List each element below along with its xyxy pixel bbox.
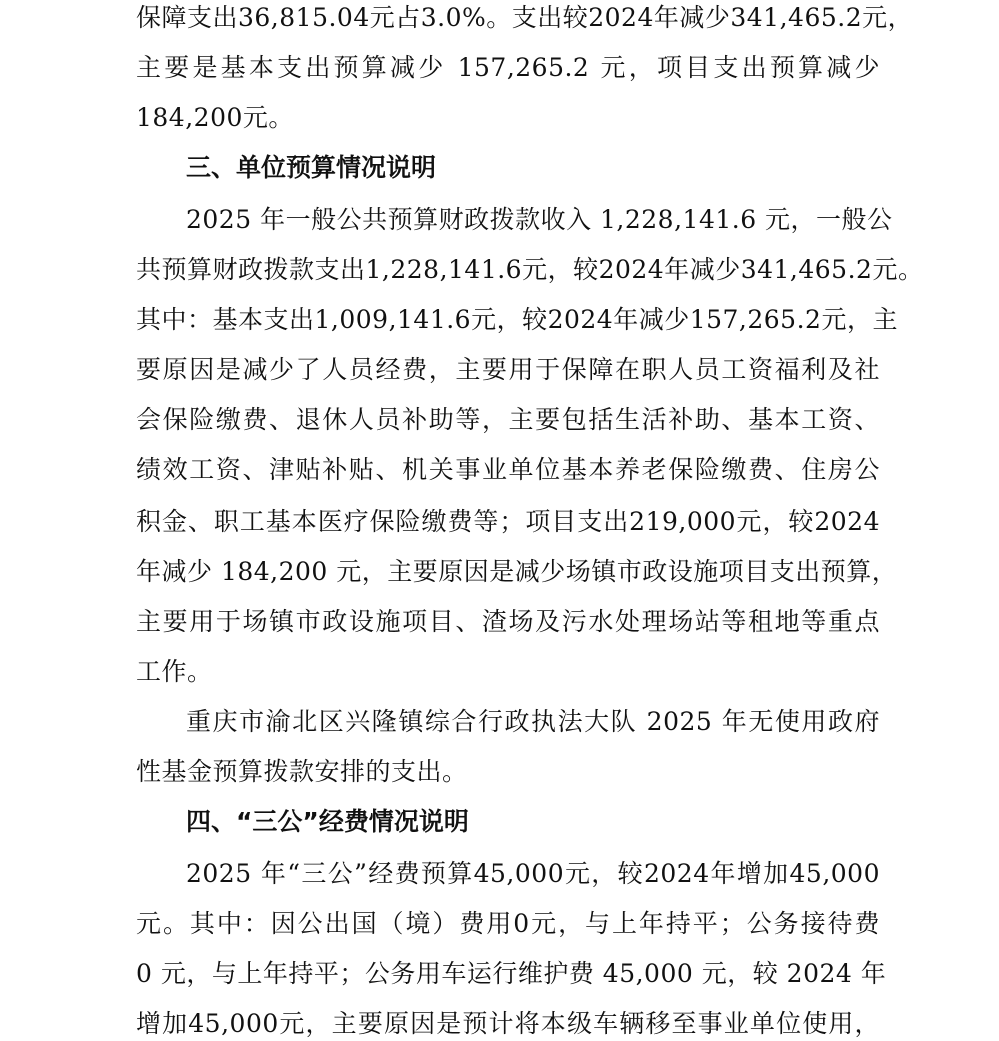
paragraph-line: 工作。 [136,657,213,686]
paragraph-line: 元。其中：因公出国（境）费用0元，与上年持平；公务接待费 [136,909,880,938]
paragraph-line: 主要用于场镇市政设施项目、渣场及污水处理场站等租地等重点 [136,607,880,636]
paragraph-line: 0 元，与上年持平；公务用车运行维护费 45,000 元，较 2024 年 [136,959,887,988]
section-heading: 四、“三公”经费情况说明 [186,807,469,836]
paragraph-line: 2025 年“三公”经费预算45,000元，较2024年增加45,000 [186,859,880,888]
paragraph-line: 要原因是减少了人员经费，主要用于保障在职人员工资福利及社 [136,355,880,384]
paragraph-line: 绩效工资、津贴补贴、机关事业单位基本养老保险缴费、住房公 [136,455,880,484]
paragraph-line: 2025 年一般公共预算财政拨款收入 1,228,141.6 元，一般公 [186,205,893,234]
paragraph-line: 保障支出36,815.04元占3.0%。支出较2024年减少341,465.2元， [136,3,914,32]
paragraph-line: 重庆市渝北区兴隆镇综合行政执法大队 2025 年无使用政府 [186,707,880,736]
paragraph-line: 其中：基本支出1,009,141.6元，较2024年减少157,265.2元，主 [136,305,898,334]
paragraph-line: 184,200元。 [136,103,294,132]
paragraph-line: 年减少 184,200 元，主要原因是减少场镇市政设施项目支出预算， [136,557,898,586]
paragraph-line: 增加45,000元，主要原因是预计将本级车辆移至事业单位使用， [136,1009,880,1038]
paragraph-line: 会保险缴费、退休人员补助等，主要包括生活补助、基本工资、 [136,405,880,434]
paragraph-line: 积金、职工基本医疗保险缴费等；项目支出219,000元，较2024 [136,507,880,536]
paragraph-line: 主要是基本支出预算减少 157,265.2 元，项目支出预算减少 [136,53,880,82]
section-heading: 三、单位预算情况说明 [186,153,437,182]
paragraph-line: 性基金预算拨款安排的支出。 [136,757,468,786]
paragraph-line: 共预算财政拨款支出1,228,141.6元，较2024年减少341,465.2元。 [136,255,924,284]
